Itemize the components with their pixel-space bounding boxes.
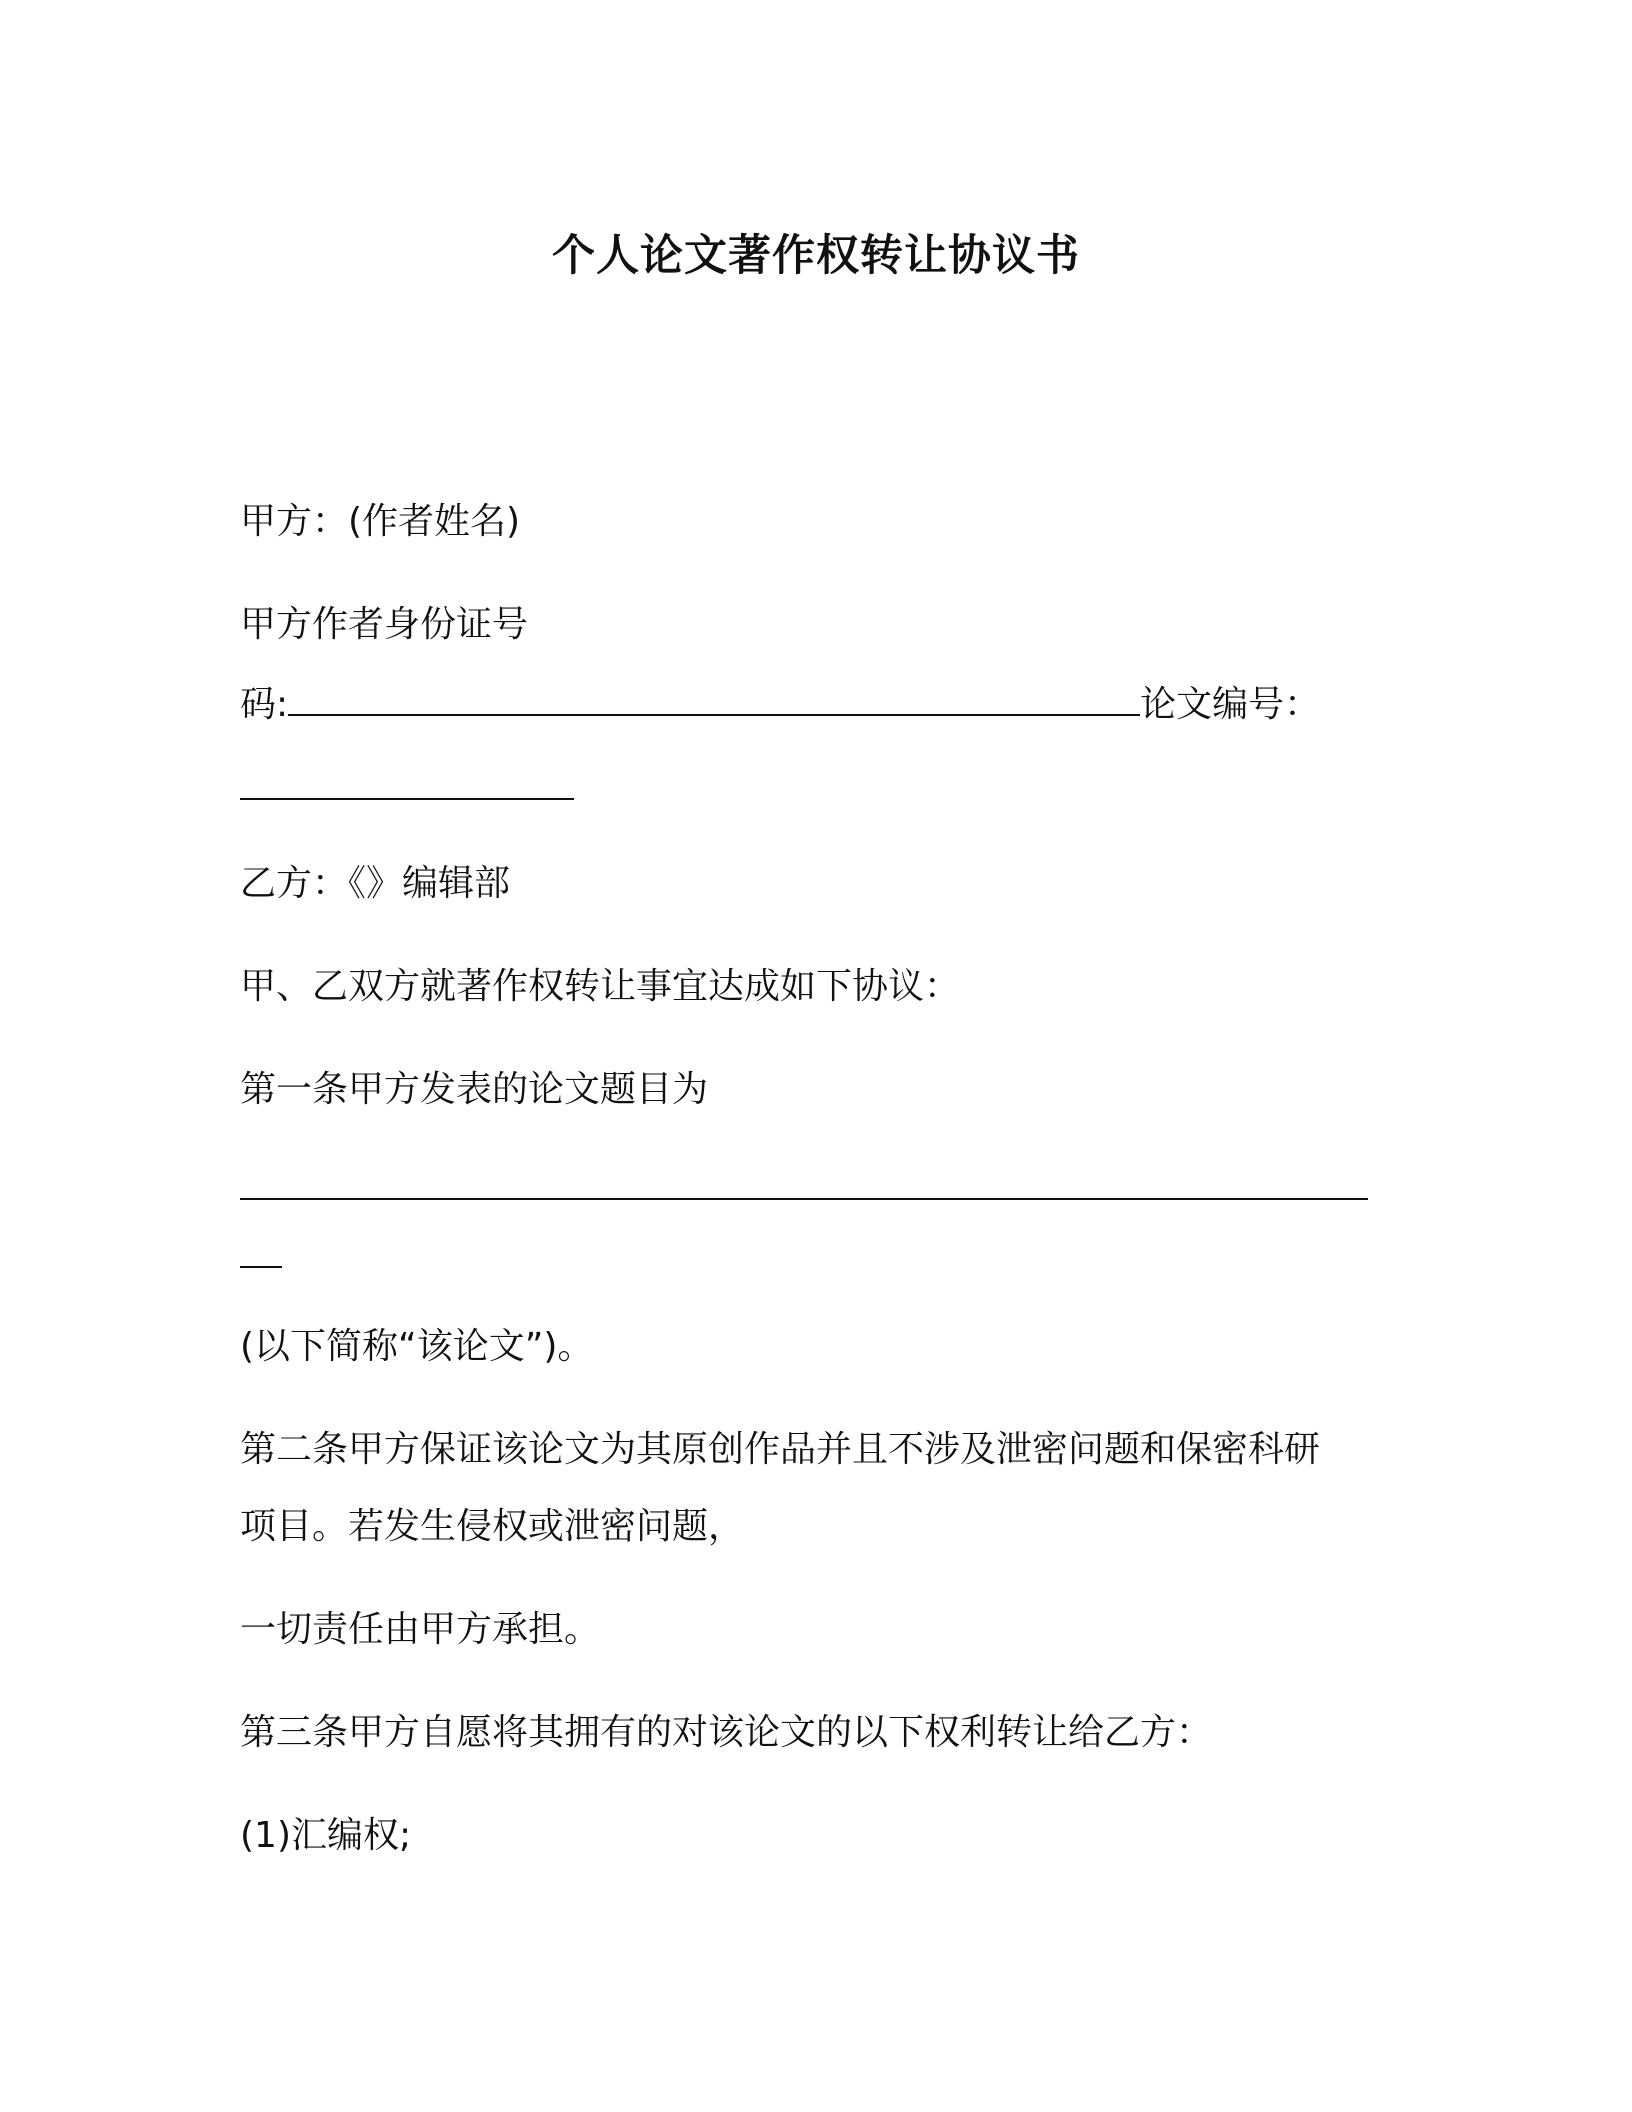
id-number-blank [288,680,1140,716]
article-1: 第一条甲方发表的论文题目为 [240,1069,709,1110]
party-a-id-line [240,680,1320,727]
title-blank-line-2 [240,1232,282,1279]
id-label-continued: 码: [240,684,289,725]
document-title: 个人论文著作权转让协议书 [552,231,1080,281]
paper-title-blank [240,1164,1368,1200]
paper-number-line [240,764,574,811]
article-2-line-3: 一切责任由甲方承担。 [240,1609,601,1650]
party-a-id-label: 甲方作者身份证号 [240,604,529,645]
article-2-line-1: 第二条甲方保证该论文为其原创作品并且不涉及泄密问题和保密科研 [240,1429,1321,1470]
paper-number-label: 论文编号： [1140,684,1321,725]
article-2-line-2: 项目。若发生侵权或泄密问题， [240,1506,745,1547]
paper-number-blank [240,764,574,800]
party-a-line: 甲方：(作者姓名) [240,501,521,542]
intro-paragraph: 甲、乙双方就著作权转让事宜达成如下协议： [240,966,961,1007]
party-b-line: 乙方：《》编辑部 [240,863,511,904]
title-blank-line-1 [240,1164,1368,1211]
right-item-1: (1)汇编权; [240,1815,412,1856]
article-1-suffix: (以下简称“该论文”)。 [240,1326,594,1367]
article-3: 第三条甲方自愿将其拥有的对该论文的以下权利转让给乙方： [240,1712,1213,1753]
paper-title-blank-continued [240,1232,282,1268]
